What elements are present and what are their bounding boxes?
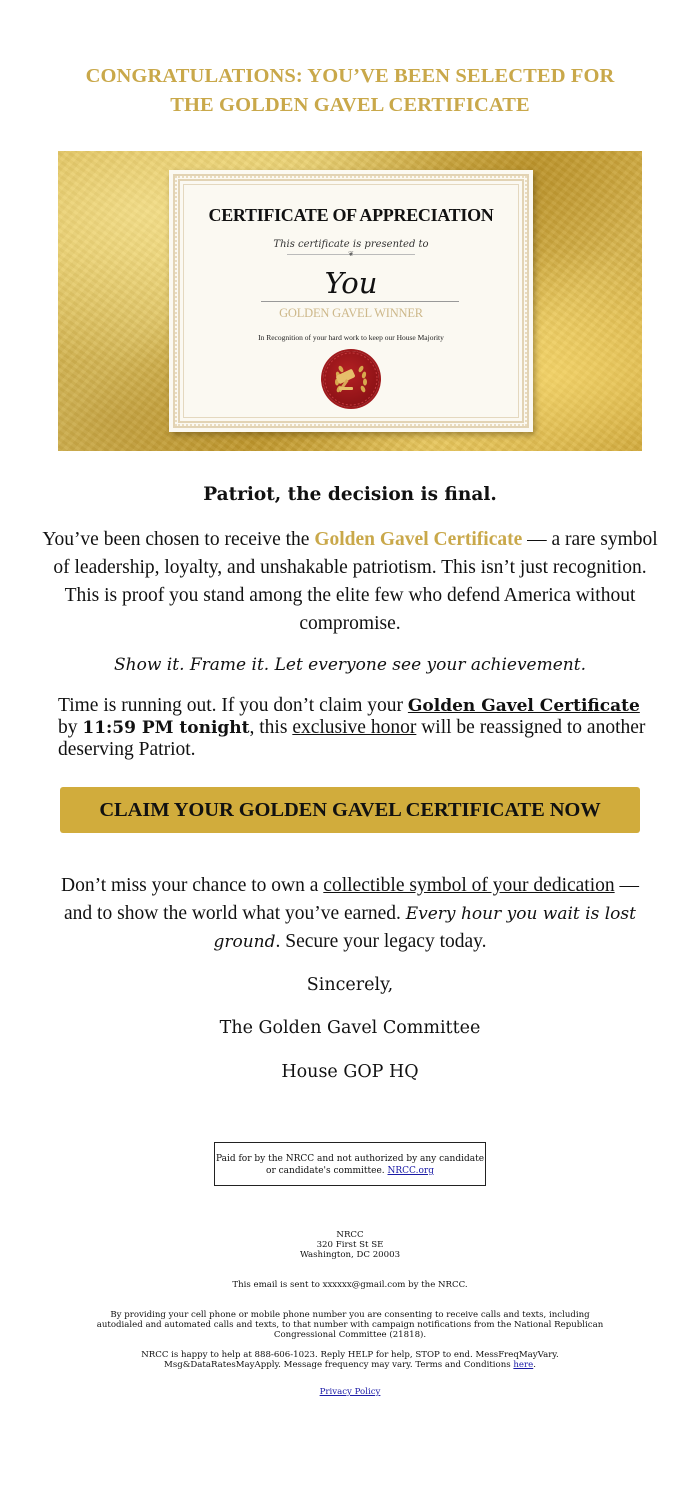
terms-link[interactable]: here	[513, 1360, 534, 1370]
headline-line-2: THE GOLDEN GAVEL CERTIFICATE	[170, 94, 530, 116]
disclaimer-text: Paid for by the NRCC and not authorized by any candidate or candidate's committee.	[215, 1154, 485, 1176]
privacy-footer	[60, 1387, 640, 1397]
certificate-hero-image[interactable]	[58, 151, 642, 451]
text: by	[58, 717, 83, 738]
divider	[261, 301, 459, 302]
signer: The Golden Gavel Committee	[219, 1018, 481, 1038]
mailing-address	[60, 1230, 640, 1260]
text: You’ve been chosen to receive the	[42, 529, 315, 550]
gavel-seal-icon	[323, 351, 379, 407]
address-name: NRCC	[336, 1230, 364, 1240]
highlight-certificate: Golden Gavel Certificate	[314, 529, 523, 550]
certificate-title: CERTIFICATE OF APPRECIATION	[208, 205, 494, 225]
headline-line-1: CONGRATULATIONS: YOU’VE BEEN SELECTED FOR	[85, 65, 615, 87]
claim-certificate-button[interactable]: CLAIM YOUR GOLDEN GAVEL CERTIFICATE NOW	[60, 787, 640, 833]
organization: House GOP HQ	[281, 1062, 419, 1082]
address-street: 320 First St SE	[316, 1240, 384, 1250]
headline	[40, 62, 660, 120]
closing-paragraph	[58, 872, 642, 957]
ornament-icon: ❦	[348, 250, 354, 258]
nrcc-org-link[interactable]: NRCC.org	[387, 1166, 434, 1176]
signoff: Sincerely,	[306, 975, 394, 995]
certificate-recipient: You	[324, 266, 378, 300]
certificate-recognition: In Recognition of your hard work to keep our House Majority	[258, 333, 444, 342]
exclusive-honor-link[interactable]: exclusive honor	[292, 717, 417, 738]
text: will be reassigned to another deserving Patriot.	[58, 717, 646, 760]
text: , this	[249, 717, 293, 738]
sms-consent: By providing your cell phone or mobile phone number you are consenting to receive calls and texts, including autodialed and automated calls and texts, to that number with campaign notifications from the National Republican Congressional Committee (21818).	[96, 1310, 604, 1340]
lead-heading: Patriot, the decision is final.	[203, 484, 497, 505]
text: — and to show the world what you’ve earned.	[64, 875, 640, 924]
collectible-symbol-link[interactable]: collectible symbol of your dedication	[323, 875, 615, 896]
certificate-link[interactable]: Golden Gavel Certificate	[407, 696, 640, 716]
help-notice	[95, 1350, 605, 1370]
italic-text: Every hour you wait is lost ground	[213, 903, 636, 952]
intro-paragraph	[40, 526, 660, 638]
help-text: NRCC is happy to help at 888-606-1023. Reply HELP for help, STOP to end. MessFreqMayVary. Msg&DataRatesMayApply. Message frequency may vary. Terms and Conditions	[141, 1350, 559, 1370]
text: — a rare symbol of leadership, loyalty, and unshakable patriotism. This isn’t just recognition. This is proof you stand among the elite few who defend America without compromise.	[53, 529, 658, 634]
text: . Secure your legacy today.	[275, 931, 487, 952]
paid-for-disclaimer	[214, 1142, 486, 1186]
certificate-award: GOLDEN GAVEL WINNER	[279, 306, 423, 320]
tagline: Show it. Frame it. Let everyone see your achievement.	[114, 655, 586, 675]
urgency-paragraph	[58, 695, 658, 761]
certificate-presented-to: This certificate is presented to	[273, 239, 429, 250]
text: Time is running out. If you don’t claim your	[58, 695, 408, 716]
privacy-policy-link[interactable]: Privacy Policy	[319, 1387, 381, 1397]
text: Don’t miss your chance to own a	[60, 875, 324, 896]
text: .	[533, 1360, 536, 1370]
certificate	[169, 170, 533, 432]
deadline: 11:59 PM tonight	[82, 718, 250, 738]
sent-to-notice: This email is sent to xxxxxx@gmail.com by the NRCC.	[232, 1280, 468, 1290]
address-city: Washington, DC 20003	[299, 1250, 401, 1260]
